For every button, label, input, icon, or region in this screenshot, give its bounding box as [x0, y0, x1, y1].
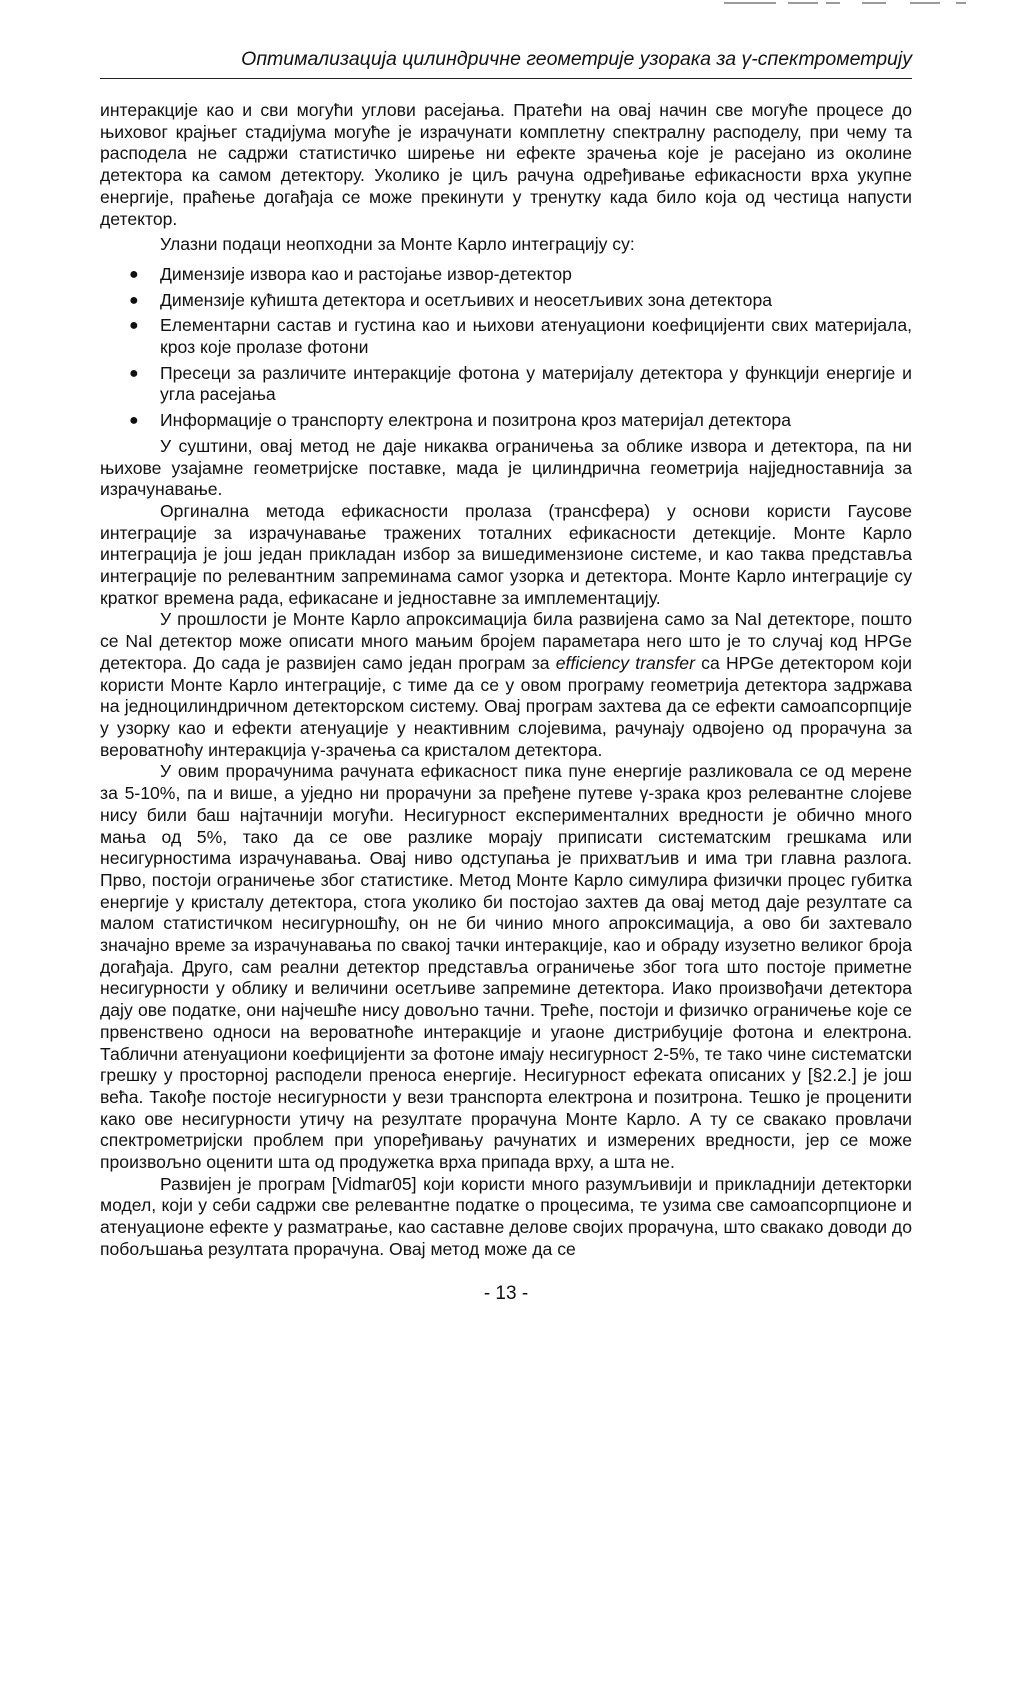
running-header-text: Оптимализација цилиндричне геометрије узорака за	[241, 48, 742, 70]
paragraph-7: Развијен је програм [Vidmar05] који користи много разумљивији и прикладнији детекторки модел, који у себи садржи све релевантне податке о процесима, те узима све самоапсорпционе и атенуационе ефекте у разматрање, као саставне делове својих прорачуна, што свакако доводи до побољшања резултата прорачуна. Овај метод може да се	[100, 1173, 912, 1259]
bullet-icon: ●	[129, 364, 139, 382]
list-item-text: Димензије кућишта детектора и осетљивих и неосетљивих зона детектора	[160, 289, 773, 310]
list-item	[100, 363, 912, 406]
running-header-gamma: γ	[741, 48, 752, 70]
paragraph-5-part-a: У прошлости је Монте Карло апроксимација била развијена само за NaI детекторе, пошто се NaI детектор може описати много мањим бројем параметара него што је то случај код HPGe детектора. До сада је развијен само један програм за	[100, 609, 912, 673]
list-item	[100, 290, 912, 312]
bullet-icon: ●	[129, 317, 139, 335]
list-item-text: Елементарни састав и густина као и њихови атенуациони коефицијенти свих материјала, кроз које пролазе фотони	[160, 315, 912, 358]
list-item-text: Информације о транспорту електрона и позитрона кроз материјал детектора	[160, 410, 791, 431]
list-item	[100, 264, 912, 286]
paragraph-3: У суштини, овај метод не даје никаква ограничења за облике извора и детектора, па ни њихове узајамне геометријске поставке, мада је цилиндрична геометрија најједноставнија за израчунавање.	[100, 435, 912, 500]
paragraph-5	[100, 609, 912, 761]
header-rule	[100, 78, 912, 79]
running-header-suffix: -спектрометрију	[751, 48, 912, 70]
paragraph-2: Улазни подаци неопходни за Монте Карло интеграцију су:	[160, 234, 635, 255]
bullet-icon: ●	[129, 265, 139, 283]
scan-edge-marks	[724, 0, 984, 6]
list-item	[100, 410, 912, 432]
list-item-text: Пресеци за различите интеракције фотона у материјалу детектора у функцији енергије и угла расејања	[160, 362, 912, 405]
body-text	[100, 100, 912, 1261]
list-item	[100, 315, 912, 358]
paragraph-5-italic-term: efficiency transfer	[555, 652, 695, 673]
page-number: - 13 -	[483, 1283, 529, 1304]
running-header	[100, 46, 912, 72]
paragraph-6: У овим прорачунима рачуната ефикасност пика пуне енергије разликовала се од мерене за 5-10%, па и више, а уједно ни прорачуни за пређене путеве γ-зрака кроз релевантне слојеве нису били баш најтачнији могући. Несигурност експерименталних вредности је обично много мања од 5%, тако да се ове разлике морају приписати систематским грешкама или несигурностима израчунавања. Овај ниво одступања је прихватљив и има три главна разлога. Прво, постоји ограничење због статистике. Метод Монте Карло симулира физички процес губитка енергије у кристалу детектора, стога уколико би постојао захтев да овај метод даје резултате са малом статистичком несигурношћу, он не би чинио много апроксимација, а ово би захтевало значајно време за израчунавања по свакој тачки интеракције, као и обраду изузетно великог броја догађаја. Друго, сам реални детектор представља ограничење због тога што постоје приметне несигурности у облику и величини осетљиве запремине детектора. Иако произвођачи детектора дају ове податке, они најчешће нису довољно тачни. Треће, постоји и физичко ограничење које се првенствено односи на вероватноће интеракције и угаоне дистрибуције фотона и електрона. Таблични атенуациони коефицијенти за фотоне имају несигурност 2-5%, те тако чине систематски грешку у просторној расподели преноса енергије. Несигурност ефеката описаних у [§2.2.] је још већа. Такође постоје несигурности у вези транспорта електрона и позитрона. Тешко је проценити како ове несигурности утичу на резултате прорачуна Монте Карло. А ту се свакако провлачи спектрометријски проблем при упоређивању рачунатих и измерених вредности, јер се може произвољно оценити шта од продужетка врха припада врху, а шта не.	[100, 761, 912, 1173]
paragraph-5-part-b: са HPGe детектором који користи Монте Карло интеграције, с тиме да се у овом програму геометрија детектора задржава на једноцилиндричном детекторском систему. Овај програм захтева да се ефекти самоапсорпције у узорку као и ефекти атенуације у неактивним слојевима, рачунају одвојено од прорачуна за вероватноћу интеракција γ-зрачења са кристалом детектора.	[100, 652, 913, 760]
bullet-icon: ●	[129, 291, 139, 309]
bullet-icon: ●	[129, 412, 139, 430]
input-data-list	[100, 264, 912, 432]
paragraph-4: Оргинална метода ефикасности пролаза (трансфера) у основи користи Гаусове интеграције за израчунавање тражених тоталних ефикасности детекције. Монте Карло интеграција је још један прикладан избор за вишедимензионе системе, и као таква представља интеграције по релевантним запреминама самог узорка и детектора. Монте Карло интеграције су кратког времена рада, ефикасане и једноставне за имплементацију.	[100, 500, 912, 608]
list-item-text: Димензије извора као и растојање извор-детектор	[160, 263, 572, 284]
paragraph-1: интеракције као и сви могући углови расејања. Пратећи на овај начин све могуће процесе до њиховог крајњег стадијума могуће је израчунати комплетну спектралну расподелу, при чему та расподела не садржи статистичко ширење ни ефекте зрачења које је расејано из околине детектора ка самом детектору. Уколико је циљ рачуна одређивање ефикасности врха укупне енергије, праћење догађаја се може прекинути у тренутку када било која од честица напусти детектор.	[100, 100, 912, 229]
